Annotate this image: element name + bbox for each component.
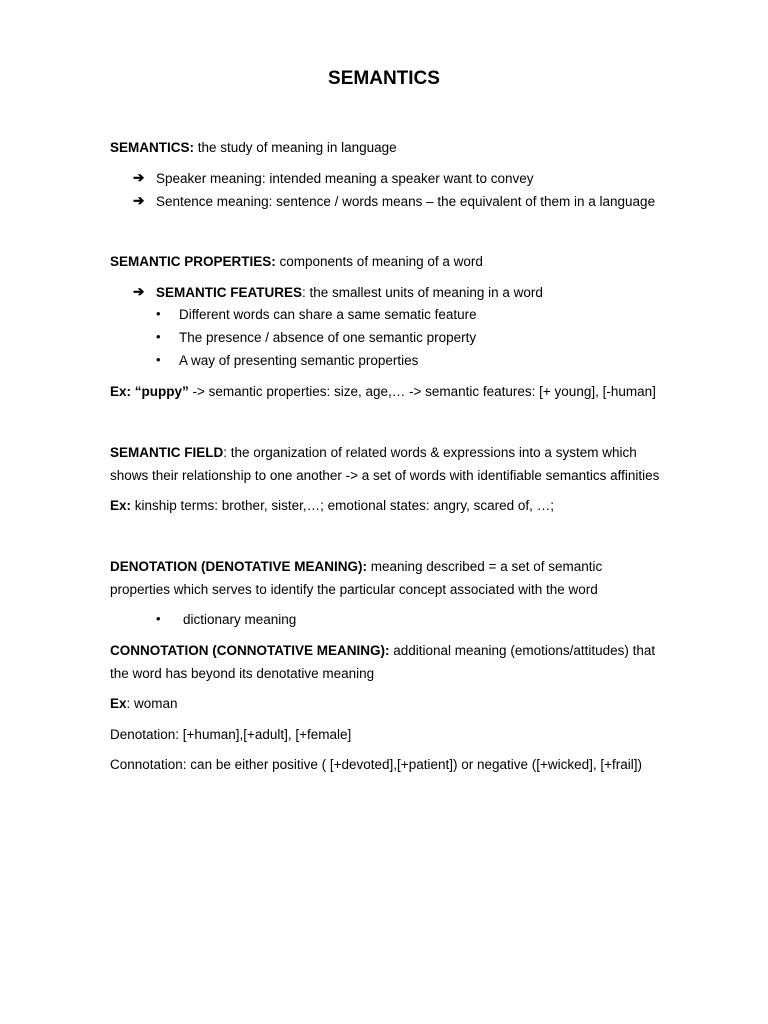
semantics-definition-text: the study of meaning in language: [194, 140, 397, 155]
features-definition: [156, 284, 543, 302]
example-label: Ex:: [110, 498, 132, 513]
example-label: Ex: [110, 696, 127, 711]
features-term: SEMANTIC FEATURES: [156, 285, 303, 300]
bullet-icon: •: [156, 306, 161, 321]
connotation-definition-text: additional meaning (emotions/attitudes) that: [389, 643, 656, 658]
page-title: SEMANTICS: [328, 68, 440, 89]
properties-example: [110, 383, 656, 401]
connotation-example: [110, 695, 178, 713]
bullet-icon: •: [156, 352, 161, 367]
bullet-icon: •: [156, 329, 161, 344]
connotation-definition: [110, 642, 655, 660]
list-item: dictionary meaning: [183, 612, 297, 627]
connotation-term: CONNOTATION (CONNOTATIVE MEANING):: [110, 643, 390, 658]
connotation-definition-continued: the word has beyond its denotative meaning: [110, 666, 375, 681]
example-label: Ex: “puppy”: [110, 384, 189, 399]
field-example: [110, 497, 554, 515]
bullet-icon: •: [156, 611, 161, 626]
arrow-icon: ➔: [133, 170, 145, 185]
denotation-term: DENOTATION (DENOTATIVE MEANING):: [110, 559, 367, 574]
features-definition-text: : the smallest units of meaning in a word: [302, 285, 543, 300]
field-definition: [110, 444, 637, 462]
list-item: The presence / absence of one semantic property: [179, 330, 477, 345]
list-item: A way of presenting semantic properties: [179, 353, 419, 368]
field-definition-continued: shows their relationship to one another -> a set of words with identifiable semantics affinities: [110, 468, 660, 483]
properties-definition-text: components of meaning of a word: [275, 254, 483, 269]
connotation-example-line: Connotation: can be either positive ( [+devoted],[+patient]) or negative ([+wicked], [+frail]): [110, 757, 643, 772]
properties-term: SEMANTIC PROPERTIES:: [110, 254, 276, 269]
semantics-term: SEMANTICS:: [110, 140, 194, 155]
denotation-definition-text: meaning described = a set of semantic: [366, 559, 603, 574]
arrow-item-speaker-meaning: Speaker meaning: intended meaning a speaker want to convey: [156, 171, 534, 186]
arrow-icon: ➔: [133, 193, 145, 208]
example-text: -> semantic properties: size, age,… -> semantic features: [+ young], [-human]: [188, 384, 656, 399]
properties-definition: [110, 253, 483, 271]
example-text: kinship terms: brother, sister,…; emotional states: angry, scared of, …;: [131, 498, 554, 513]
field-term: SEMANTIC FIELD: [110, 445, 224, 460]
denotation-definition-continued: properties which serves to identify the particular concept associated with the word: [110, 582, 598, 597]
field-definition-text: : the organization of related words & expressions into a system which: [223, 445, 637, 460]
semantics-definition: [110, 139, 397, 157]
arrow-item-sentence-meaning: Sentence meaning: sentence / words means – the equivalent of them in a language: [156, 194, 656, 209]
list-item: Different words can share a same sematic feature: [179, 307, 477, 322]
example-text: : woman: [126, 696, 178, 711]
arrow-icon: ➔: [133, 284, 145, 299]
denotation-definition: [110, 558, 602, 576]
denotation-example-line: Denotation: [+human],[+adult], [+female]: [110, 727, 352, 742]
